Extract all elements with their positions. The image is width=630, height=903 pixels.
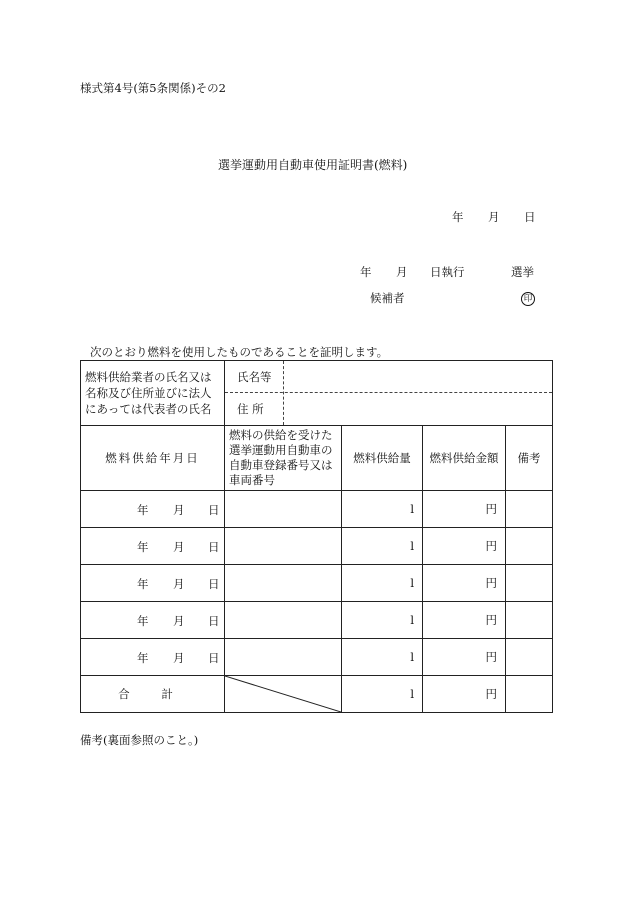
certification-statement: 次のとおり燃料を使用したものであることを証明します。 [90,345,389,359]
row-month: 月 [173,540,185,554]
date-cell [81,528,225,565]
struck-cell [225,676,342,713]
row-day: 日 [208,651,220,665]
amount-cell[interactable]: 円 [423,565,506,602]
table-row [81,639,553,676]
row-year: 年 [137,614,149,628]
dashed-divider [225,392,552,393]
total-amount-cell[interactable]: 円 [423,676,506,713]
total-row [81,676,553,713]
remarks-cell[interactable] [506,528,553,565]
row-day: 日 [208,540,220,554]
fuel-usage-table [80,360,553,713]
seal-mark [521,290,535,306]
registration-cell[interactable] [225,528,342,565]
quantity-cell[interactable]: l [342,491,423,528]
header-quantity: 燃料供給量 [342,426,423,491]
quantity-cell[interactable]: l [342,565,423,602]
date-cell [81,491,225,528]
election-executed: 日執行 [430,265,465,279]
seal-icon: 印 [521,292,535,306]
table-row [81,565,553,602]
form-number-label: 様式第4号(第5条関係)その2 [80,81,226,95]
remarks-cell[interactable] [506,639,553,676]
supplier-label: 燃料供給業者の氏名又は名称及び住所並びに法人にあっては代表者の氏名 [81,361,225,426]
header-remarks: 備考 [506,426,553,491]
amount-cell[interactable]: 円 [423,491,506,528]
amount-cell[interactable]: 円 [423,602,506,639]
quantity-cell[interactable]: l [342,602,423,639]
remarks-cell[interactable] [506,565,553,602]
row-month: 月 [173,614,185,628]
header-date: 燃料供給年月日 [81,426,225,491]
row-day: 日 [208,577,220,591]
election-year: 年 [360,265,372,279]
date-cell [81,639,225,676]
table-row [81,528,553,565]
registration-cell[interactable] [225,602,342,639]
supplier-row [81,361,553,426]
total-quantity-cell[interactable]: l [342,676,423,713]
row-day: 日 [208,614,220,628]
registration-cell[interactable] [225,565,342,602]
date-cell [81,565,225,602]
candidate-label: 候補者 [370,291,405,305]
quantity-cell[interactable]: l [342,639,423,676]
diagonal-strike [225,676,341,712]
dashed-divider [283,361,284,425]
registration-cell[interactable] [225,491,342,528]
issue-day: 日 [524,210,536,224]
row-year: 年 [137,503,149,517]
header-row [81,426,553,491]
footnote: 備考(裏面参照のこと。) [80,733,199,747]
date-cell [81,602,225,639]
total-remarks-cell[interactable] [506,676,553,713]
total-label: 合 計 [81,676,225,713]
row-month: 月 [173,651,185,665]
document-title: 選挙運動用自動車使用証明書(燃料) [218,158,408,172]
remarks-cell[interactable] [506,491,553,528]
row-month: 月 [173,503,185,517]
row-day: 日 [208,503,220,517]
row-year: 年 [137,651,149,665]
election-label: 選挙 [511,265,534,279]
supplier-info-cell [225,361,553,426]
quantity-cell[interactable]: l [342,528,423,565]
table-row [81,602,553,639]
issue-year: 年 [452,210,464,224]
header-registration: 燃料の供給を受けた選挙運動用自動車の自動車登録番号又は車両番号 [225,426,342,491]
supplier-address-label: 住 所 [237,402,264,416]
election-month: 月 [396,265,408,279]
registration-cell[interactable] [225,639,342,676]
remarks-cell[interactable] [506,602,553,639]
row-month: 月 [173,577,185,591]
table-row [81,491,553,528]
row-year: 年 [137,540,149,554]
row-year: 年 [137,577,149,591]
issue-month: 月 [488,210,500,224]
amount-cell[interactable]: 円 [423,528,506,565]
supplier-name-label: 氏名等 [237,370,272,384]
amount-cell[interactable]: 円 [423,639,506,676]
header-amount: 燃料供給金額 [423,426,506,491]
